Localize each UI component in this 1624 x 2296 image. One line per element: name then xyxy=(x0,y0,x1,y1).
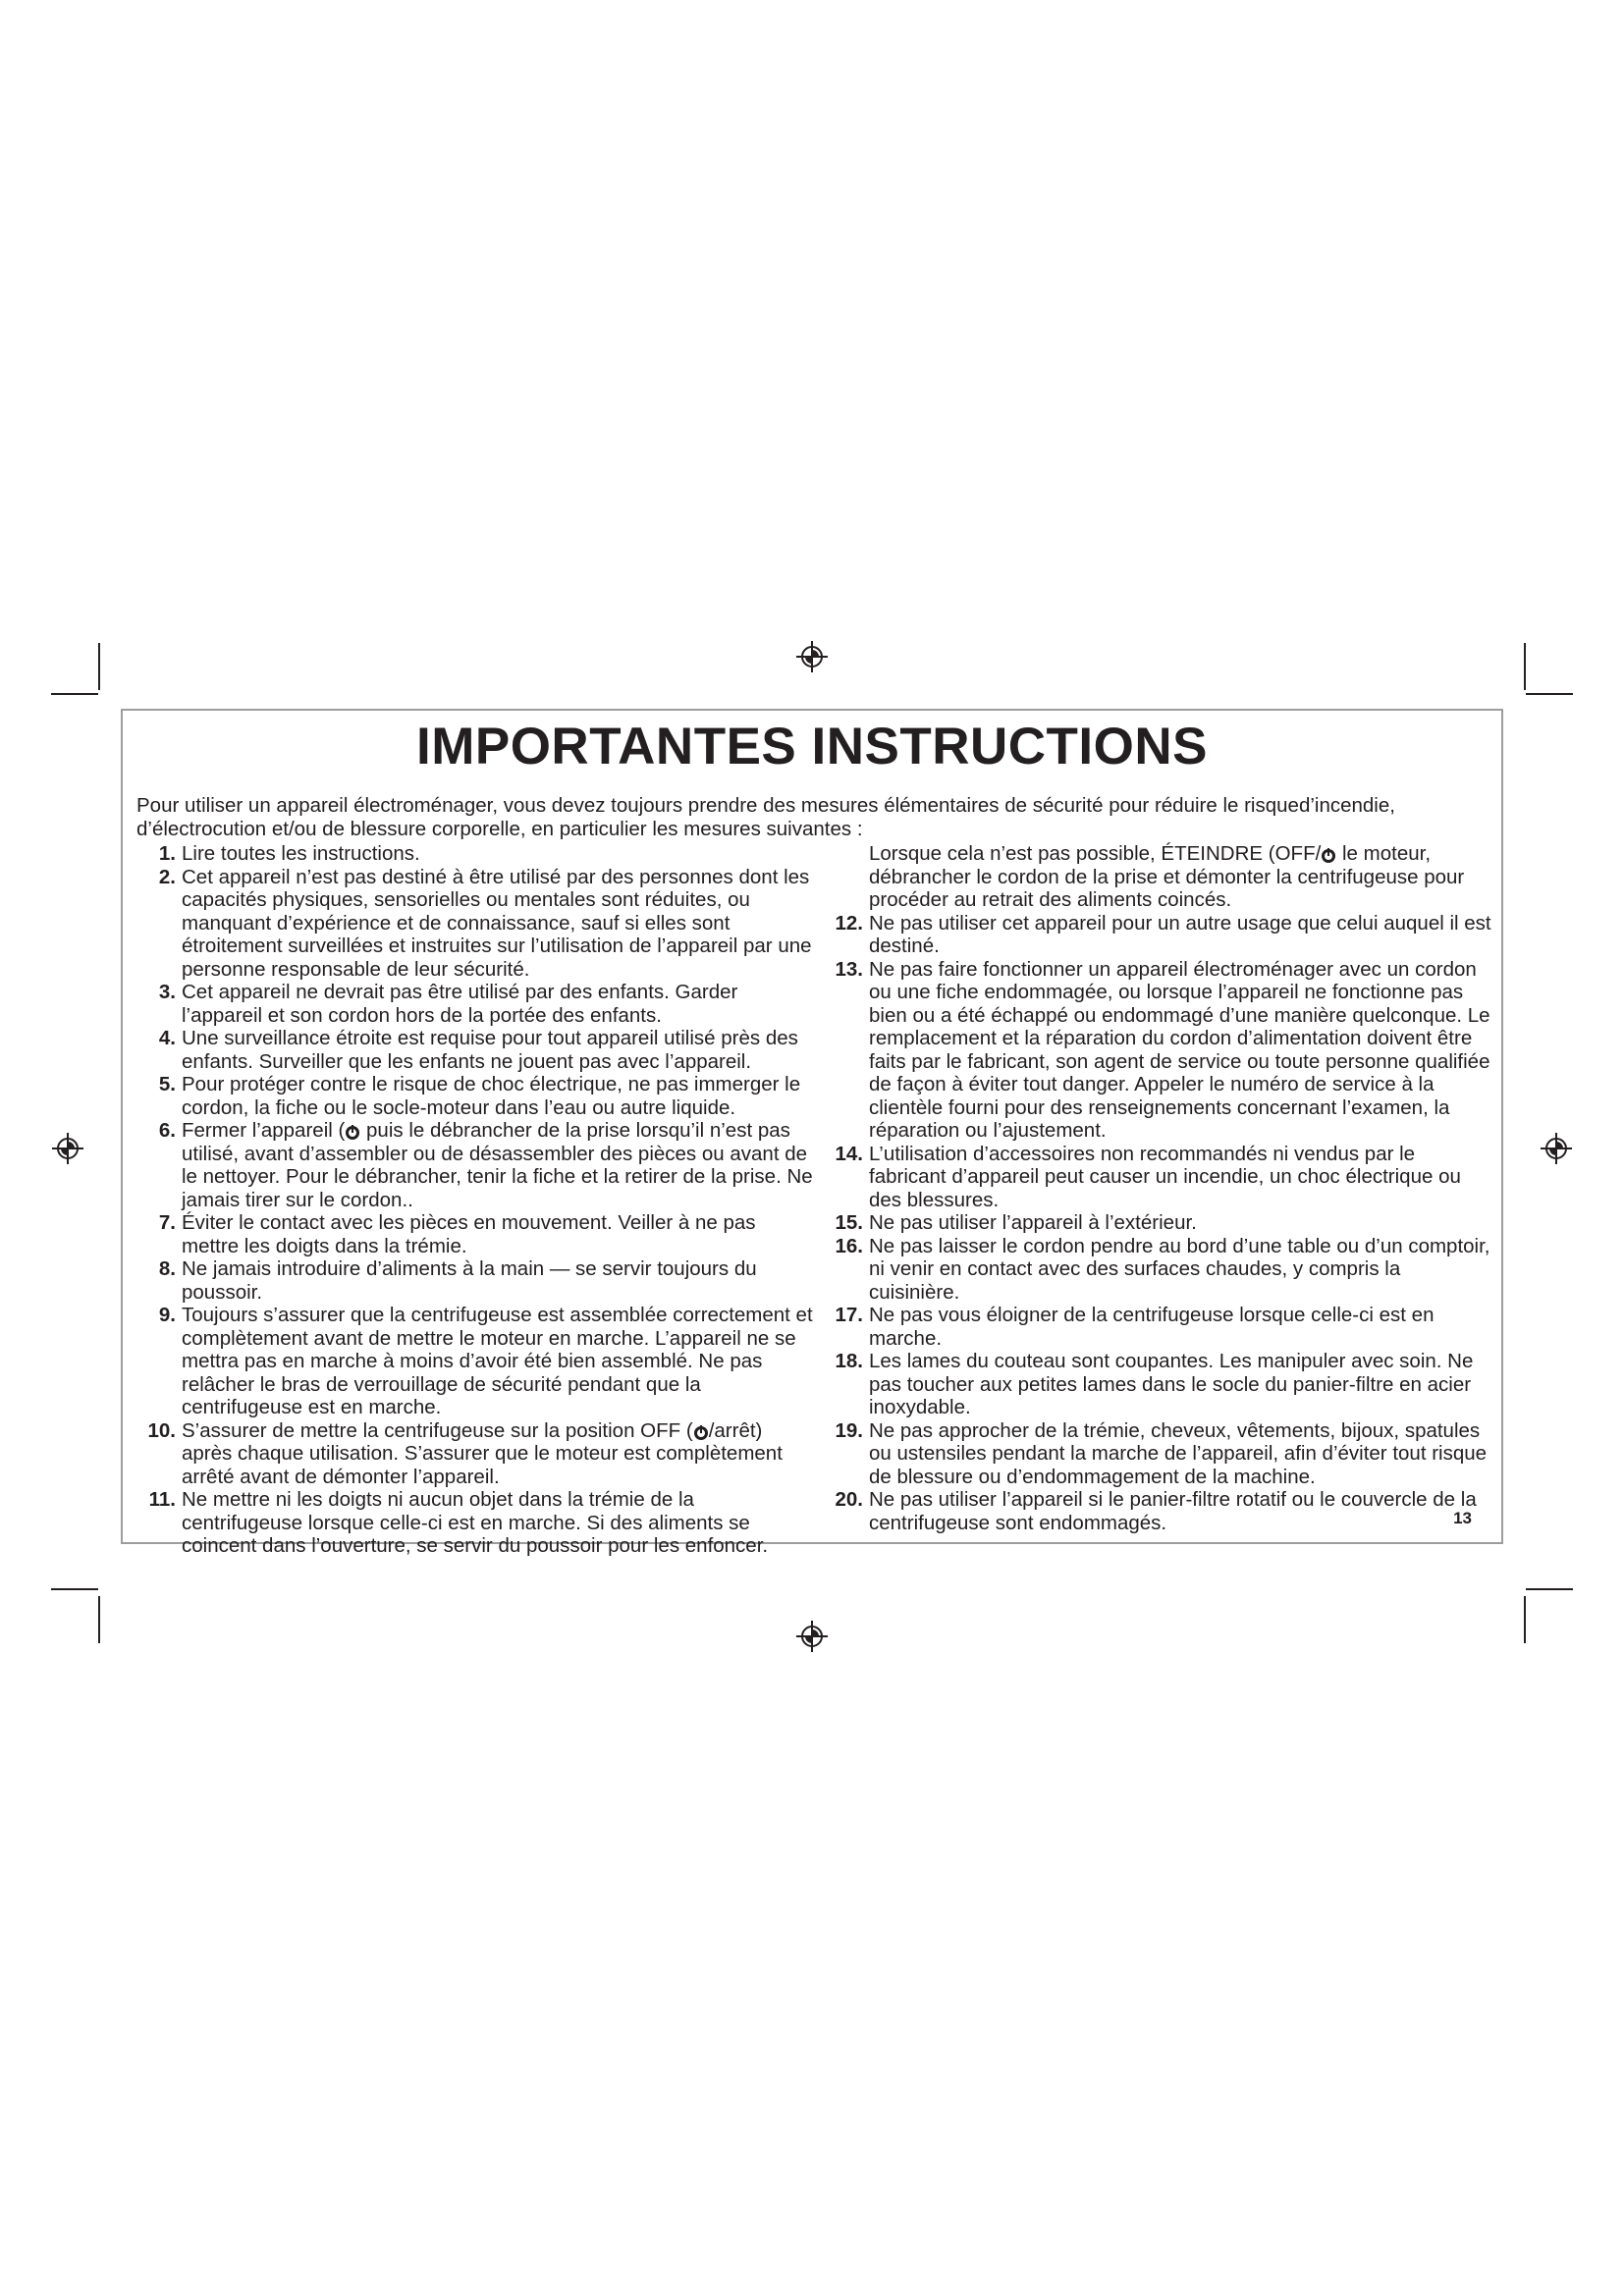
list-item xyxy=(824,1143,1491,1212)
item-number: 15. xyxy=(835,1211,863,1234)
item-number: 16. xyxy=(835,1234,863,1257)
item-text: Les lames du couteau sont coupantes. Les manipuler avec soin. Ne pas toucher aux petites lames dans le socle du panier-filtre en acier inoxydable. xyxy=(869,1350,1474,1418)
item-text: Ne pas faire fonctionner un appareil électroménager avec un cordon ou une fiche endommagée, ou lorsque l’appareil ne fonctionne pas bien ou a été échappé ou endommagé d’une manière quelconque. Le remplacement et la réparation du cordon d’alimentation doivent être faits par le fabricant, son agent de service ou toute personne qualifiée de façon à éviter tout danger. Appeler le numéro de service à la clientèle fourni pour des renseignements concernant l’examen, la réparation ou l’ajustement. xyxy=(869,957,1490,1142)
crop-mark-bottom-right-v xyxy=(1524,1596,1526,1643)
item-number: 2. xyxy=(158,865,176,888)
item-text: Éviter le contact avec les pièces en mouvement. Veiller à ne pas mettre les doigts dans la trémie. xyxy=(182,1211,756,1257)
item-number: 12. xyxy=(835,911,863,934)
item-text: /arrêt) après chaque utilisation. S’assurer que le moteur est complètement arrêté avant de démonter l’appareil. xyxy=(182,1418,783,1488)
registration-mark-icon xyxy=(1540,1132,1573,1165)
item-text: Fermer l’appareil ( xyxy=(182,1119,346,1142)
list-item xyxy=(824,1419,1491,1489)
crop-mark-top-right-v xyxy=(1524,643,1526,690)
item-text: le moteur, débrancher le cordon de la prise et démonter la centrifugeuse pour procéder au retrait des aliments coincés. xyxy=(869,842,1465,911)
item-number: 3. xyxy=(158,981,176,1003)
list-item xyxy=(136,1027,814,1073)
item-text: L’utilisation d’accessoires non recommandés ni vendus par le fabricant d’appareil peut causer un incendie, un choc électrique ou des blessures. xyxy=(869,1142,1461,1211)
item-number: 9. xyxy=(158,1304,176,1326)
crop-mark-bottom-left-v xyxy=(98,1596,100,1643)
item-number: 19. xyxy=(835,1418,863,1442)
item-number: 11. xyxy=(148,1488,176,1511)
item-text: Ne pas approcher de la trémie, cheveux, vêtements, bijoux, spatules ou ustensiles pendant la marche de l’appareil, afin d’éviter tout risque de blessure ou d’endommagement de la machine. xyxy=(869,1418,1488,1488)
item-text: Toujours s’assurer que la centrifugeuse est assemblée correctement et complètement avant de mettre le moteur en marche. L’appareil ne se mettra pas en marche à moins d’avoir été bien assemblé. Ne pas relâcher le bras de verrouillage de sécurité pendant que la centrifugeuse est en marche. xyxy=(182,1304,813,1418)
item-text: Cet appareil ne devrait pas être utilisé par des enfants. Garder l’appareil et son cordon hors de la portée des enfants. xyxy=(182,981,738,1027)
registration-mark-icon xyxy=(795,640,829,673)
item-text: Lorsque cela n’est pas possible, ÉTEINDRE (OFF/ xyxy=(869,842,1322,865)
item-text: puis le débrancher de la prise lorsqu’il n’est pas utilisé, avant d’assembler ou de désassembler des pièces ou avant de le nettoyer. Pour le débrancher, tenir la fiche et la retirer de la prise. Ne jamais tirer sur le cordon.. xyxy=(182,1119,813,1211)
list-item xyxy=(824,912,1491,958)
crop-mark-bottom-left-h xyxy=(51,1588,98,1590)
item-text: Cet appareil n’est pas destiné à être utilisé par des personnes dont les capacités physiques, sensorielles ou mentales sont réduites, ou manquant d’expérience et de connaissance, sauf si elles sont étroitement surveillées et instruites sur l’utilisation de l’appareil par une personne responsable de leur sécurité. xyxy=(182,865,812,981)
intro-paragraph: Pour utiliser un appareil électroménager, vous devez toujours prendre des mesures élémentaires de sécurité pour réduire le risqued’incendie, d’électrocution et/ou de blessure corporelle, en particulier les mesures suivantes : xyxy=(136,794,1395,840)
item-number: 1. xyxy=(158,842,176,865)
crop-mark-top-left-v xyxy=(98,643,100,690)
item-text: Ne mettre ni les doigts ni aucun objet dans la trémie de la centrifugeuse lorsque celle-ci est en marche. Si des aliments se coincent dans l’ouverture, se servir du poussoir pour les enfoncer. xyxy=(182,1488,769,1557)
item-text: Ne pas vous éloigner de la centrifugeuse lorsque celle-ci est en marche. xyxy=(869,1304,1435,1350)
instructions-list-right xyxy=(824,842,1491,1534)
list-item xyxy=(136,1488,814,1558)
page-title: IMPORTANTES INSTRUCTIONS xyxy=(415,718,1209,775)
power-icon xyxy=(694,1426,708,1440)
crop-mark-top-right-h xyxy=(1526,693,1573,695)
list-item xyxy=(136,1119,814,1211)
list-item xyxy=(824,958,1491,1143)
page-number: 13 xyxy=(1453,1509,1472,1527)
list-item xyxy=(824,1235,1491,1305)
list-item xyxy=(824,1211,1491,1235)
item-text: Ne pas utiliser cet appareil pour un autre usage que celui auquel il est destiné. xyxy=(869,911,1491,957)
list-item xyxy=(824,1350,1491,1419)
item-text: Ne pas utiliser l’appareil si le panier-filtre rotatif ou le couvercle de la centrifugeuse sont endommagés. xyxy=(869,1488,1477,1534)
item-number: 5. xyxy=(158,1073,176,1095)
item-text: Pour protéger contre le risque de choc électrique, ne pas immerger le cordon, la fiche ou le socle-moteur dans l’eau ou autre liquide. xyxy=(182,1073,801,1119)
item-number: 18. xyxy=(835,1350,863,1372)
item-number: 14. xyxy=(835,1142,863,1165)
list-item xyxy=(824,1304,1491,1350)
list-item xyxy=(136,1419,814,1489)
item-text: Ne pas laisser le cordon pendre au bord d’une table ou d’un comptoir, ni venir en contact avec des surfaces chaudes, y compris la cuisinière. xyxy=(869,1234,1490,1304)
list-item xyxy=(136,1257,814,1304)
list-item xyxy=(136,981,814,1027)
power-icon xyxy=(1322,849,1335,863)
list-item-continuation xyxy=(824,842,1491,912)
item-number: 7. xyxy=(158,1211,176,1234)
instructions-list-left xyxy=(136,842,814,1558)
list-item xyxy=(824,1488,1491,1534)
item-number: 17. xyxy=(835,1304,863,1326)
registration-mark-icon xyxy=(51,1132,84,1165)
list-item xyxy=(136,1211,814,1257)
item-text: Une surveillance étroite est requise pour tout appareil utilisé près des enfants. Surveiller que les enfants ne jouent pas avec l’appareil. xyxy=(182,1027,798,1073)
list-item xyxy=(136,1304,814,1419)
item-number: 6. xyxy=(158,1119,176,1142)
item-text: S’assurer de mettre la centrifugeuse sur la position OFF ( xyxy=(182,1418,693,1442)
item-number: 13. xyxy=(835,957,863,981)
instructions-panel xyxy=(121,709,1503,1557)
item-number: 8. xyxy=(158,1257,176,1280)
crop-mark-bottom-right-h xyxy=(1526,1588,1573,1590)
power-icon xyxy=(346,1126,359,1140)
crop-mark-top-left-h xyxy=(51,693,98,695)
list-item xyxy=(136,842,814,866)
item-number: 10. xyxy=(147,1418,176,1442)
item-number: 4. xyxy=(158,1027,176,1049)
item-text: Lire toutes les instructions. xyxy=(182,842,420,865)
list-item xyxy=(136,866,814,982)
list-item xyxy=(136,1073,814,1119)
item-text: Ne pas utiliser l’appareil à l’extérieur. xyxy=(869,1211,1197,1234)
registration-mark-icon xyxy=(795,1620,829,1653)
item-text: Ne jamais introduire d’aliments à la main — se servir toujours du poussoir. xyxy=(182,1257,757,1304)
item-number: 20. xyxy=(835,1488,863,1511)
